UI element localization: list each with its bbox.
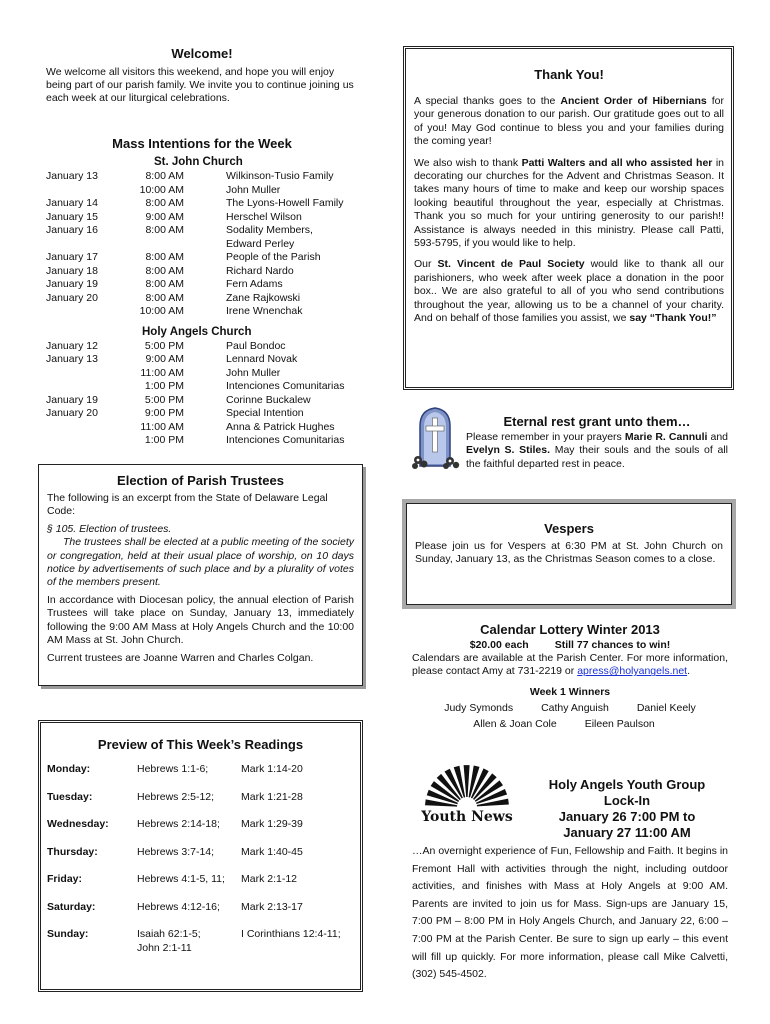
winners-title: Week 1 Winners xyxy=(529,685,611,698)
mass-intention-name: Herschel Wilson xyxy=(226,210,302,223)
mass-time: 11:00 AM xyxy=(140,420,184,433)
mass-intention-name: Paul Bondoc xyxy=(226,339,286,352)
vespers-inner xyxy=(406,503,732,605)
mass-intention-name: Richard Nardo xyxy=(226,264,294,277)
eternal-rest-body: Please remember in your prayers Marie R. Cannuli and Evelyn S. Stiles. May their souls and the souls of all the faithful departed rest in peace. xyxy=(466,431,729,470)
youth-title-line-4: January 27 11:00 AM xyxy=(563,825,691,840)
mass-time xyxy=(124,238,226,252)
mass-intentions-title: Mass Intentions for the Week xyxy=(112,136,292,151)
reading-gospel: Mark 1:40-45 xyxy=(241,845,303,858)
reading-day: Wednesday: xyxy=(47,818,109,830)
mass-intention-name: Intenciones Comunitarias xyxy=(226,380,345,392)
holy-angels-heading: Holy Angels Church xyxy=(142,325,252,338)
reading-first-text: Hebrews 4:1-5, 11; xyxy=(137,873,225,885)
mass-date xyxy=(46,305,124,319)
mass-intention-name: Sodality Members, xyxy=(226,224,313,236)
mass-time: 8:00 AM xyxy=(145,278,184,290)
mass-intention-row xyxy=(46,278,358,292)
mass-intention-row xyxy=(46,238,358,252)
cross-icon xyxy=(410,404,460,470)
reading-first-text-2: John 2:1-11 xyxy=(137,941,192,954)
readings-title: Preview of This Week’s Readings xyxy=(97,737,304,752)
youth-body: …An overnight experience of Fun, Fellowship and Faith. It begins in Fremont Hall with activities through the night, including outdoor activities, and finishes with Mass at Holy Angels at 9:00 AM. Parents are invited to join us for Mass. Sign-ups are January 15, 7:00 PM – 8:00 PM in Holy Angels Church, and January 22, 6:00 – 7:00 PM at the Parish Center. Be sure to sign up early – this event will fill up quickly. For more information, please call Mike Calvetti, (302) 545-4502. xyxy=(412,845,728,981)
mass-intentions-section xyxy=(46,136,358,448)
thank-you-box xyxy=(403,46,734,390)
winners-line-1 xyxy=(412,700,728,716)
vespers-title: Vespers xyxy=(544,521,594,536)
mass-date: January 14 xyxy=(46,197,98,209)
readings-list xyxy=(47,763,354,955)
mass-time: 8:00 AM xyxy=(145,291,184,304)
mass-time: 9:00 AM xyxy=(145,210,184,223)
thank-you-para-3: Our St. Vincent de Paul Society would like to thank all our parishioners, who week after week place a donation in the poor box.. We are also grateful to all of you who send contributions throughout the year, allowing us to be a channel of your charity. And on behalf of those families you assist, we say “Thank You!” xyxy=(414,258,724,325)
sun-ray xyxy=(477,799,509,807)
mass-time: 10:00 AM xyxy=(139,183,184,196)
mass-intention-name: People of the Parish xyxy=(226,251,321,263)
vespers-box xyxy=(402,499,736,609)
youth-title-line-1: Holy Angels Youth Group xyxy=(548,777,706,792)
reading-first xyxy=(137,818,241,832)
lottery-section xyxy=(412,622,728,732)
mass-intention-name: Fern Adams xyxy=(226,278,283,290)
mass-time: 5:00 PM xyxy=(144,339,184,352)
reading-first-text: Hebrews 2:5-12; xyxy=(137,790,215,803)
mass-intention-row xyxy=(46,305,358,319)
mass-date xyxy=(46,367,124,381)
mass-intention-row xyxy=(46,407,358,421)
youth-title-line-2: Lock-In xyxy=(603,793,651,808)
mass-date: January 19 xyxy=(46,393,98,406)
election-box xyxy=(38,464,363,686)
reading-day: Friday: xyxy=(47,873,83,885)
mass-time: 8:00 AM xyxy=(145,170,184,182)
lottery-title: Calendar Lottery Winter 2013 xyxy=(480,622,660,637)
mass-date: January 15 xyxy=(46,210,98,223)
winner-name: Allen & Joan Cole xyxy=(473,717,557,730)
winner-name: Cathy Anguish xyxy=(541,701,609,714)
mass-intention-name: Corinne Buckalew xyxy=(226,393,311,406)
lottery-price: $20.00 each xyxy=(469,639,529,651)
reading-row xyxy=(47,763,354,777)
thank-you-para-2: We also wish to thank Patti Walters and all who assisted her in decorating our churches for the Advent and Christmas Season. It takes many hours of time to make and keep our worship spaces looking beautiful throughout the year, especially at Christmas. Thank you so much for your untiring generosity to our parish!! Assistance is always needed in this ministry. Please call Patti, 593-5795, if you would like to help. xyxy=(414,156,725,250)
mass-intention-row xyxy=(46,292,358,306)
mass-intention-row xyxy=(46,224,358,238)
welcome-title: Welcome! xyxy=(171,46,233,61)
mass-intention-row xyxy=(46,184,358,198)
reading-gospel: Mark 1:21-28 xyxy=(241,790,303,803)
reading-row xyxy=(47,791,354,805)
election-intro: The following is an excerpt from the State of Delaware Legal Code: xyxy=(47,492,328,518)
mass-date: January 13 xyxy=(46,170,98,182)
mass-intention-row xyxy=(46,434,358,448)
thank-you-para-1: A special thanks goes to the Ancient Order of Hibernians for your generous donation to our parish. Our gratitude goes out to all of you! May God continue to bless you and your families during the coming year! xyxy=(414,95,725,148)
mass-time: 5:00 PM xyxy=(144,393,184,406)
mass-date: January 19 xyxy=(46,278,98,290)
youth-news-logo xyxy=(414,763,520,825)
mass-time: 1:00 PM xyxy=(144,434,184,446)
eternal-rest-section xyxy=(466,414,728,471)
mass-intention-name: Irene Wnenchak xyxy=(226,305,303,317)
election-para-2: Current trustees are Joanne Warren and Charles Colgan. xyxy=(47,652,314,665)
reading-first-text: Hebrews 1:1-6; xyxy=(137,763,209,775)
holy-angels-mass-list xyxy=(46,340,358,448)
election-para-1: In accordance with Diocesan policy, the annual election of Parish Trustees will take place on Sunday, January 13, immediately following the 9:00 AM Mass at Holy Angels Church and the 10:00 AM Mass at St. John Church. xyxy=(47,593,354,647)
mass-time: 8:00 AM xyxy=(145,224,184,236)
mass-time: 10:00 AM xyxy=(139,305,184,317)
mass-date xyxy=(46,184,124,198)
thank-you-title: Thank You! xyxy=(534,67,604,82)
lottery-body: Calendars are available at the Parish Center. For more information, please contact Amy at 731-2219 or apress@holyangels.net. xyxy=(412,652,728,678)
mass-intention-name: Anna & Patrick Hughes xyxy=(226,420,335,433)
reading-first-text: Hebrews 3:7-14; xyxy=(137,845,215,858)
mass-date: January 18 xyxy=(46,264,98,277)
mass-time: 8:00 AM xyxy=(145,251,184,263)
winners-line-2 xyxy=(412,716,728,732)
mass-date: January 13 xyxy=(46,353,98,365)
reading-first xyxy=(137,791,241,805)
reading-row xyxy=(47,901,354,915)
mass-intention-row xyxy=(46,211,358,225)
mass-date xyxy=(46,434,124,448)
mass-intention-row xyxy=(46,251,358,265)
reading-first xyxy=(137,901,241,915)
st-john-mass-list xyxy=(46,170,358,319)
election-title: Election of Parish Trustees xyxy=(117,473,284,488)
mass-date: January 20 xyxy=(46,291,98,304)
mass-intention-row xyxy=(46,340,358,354)
mass-intention-row xyxy=(46,394,358,408)
welcome-body: We welcome all visitors this weekend, and hope you will enjoy being part of our parish family. We invite you to continue joining us each week at our liturgical celebrations. xyxy=(46,66,354,105)
reading-gospel: Mark 2:13-17 xyxy=(241,900,303,913)
mass-time: 8:00 AM xyxy=(145,197,184,209)
mass-date: January 17 xyxy=(46,251,98,263)
youth-news-logo-text: Youth News xyxy=(421,809,513,826)
reading-first-text: Hebrews 2:14-18; xyxy=(137,818,220,830)
mass-intention-row xyxy=(46,197,358,211)
mass-time: 9:00 AM xyxy=(145,353,184,365)
readings-box xyxy=(38,720,363,992)
memorial-cross-image xyxy=(410,404,460,470)
mass-date xyxy=(46,421,124,435)
youth-heading xyxy=(524,777,730,841)
mass-intention-row xyxy=(46,170,358,184)
election-code-ref: § 105. Election of trustees. xyxy=(47,522,172,535)
reading-first xyxy=(137,873,241,887)
lottery-chances: Still 77 chances to win! xyxy=(554,639,671,651)
st-john-heading: St. John Church xyxy=(154,156,243,168)
vespers-body: Please join us for Vespers at 6:30 PM at St. John Church on Sunday, January 13, as the Christmas Season comes to a close. xyxy=(415,540,723,566)
reading-first-text: Isaiah 62:1-5; xyxy=(137,928,201,940)
mass-intention-name: Lennard Novak xyxy=(226,353,298,365)
lottery-email-link[interactable]: apress@holyangels.net xyxy=(577,665,688,678)
reading-day: Sunday: xyxy=(47,928,89,940)
sunburst-icon xyxy=(414,763,520,807)
reading-gospel: Mark 1:29-39 xyxy=(241,818,303,830)
mass-date: January 16 xyxy=(46,224,98,236)
mass-intention-row xyxy=(46,421,358,435)
election-code-text: The trustees shall be elected at a public meeting of the society or congregation, held at their usual place of worship, on 10 days notice by advertisements of such place and by a plurality of votes of the members present. xyxy=(47,536,354,589)
youth-title-line-3: January 26 7:00 PM to xyxy=(558,809,696,824)
reading-row xyxy=(47,873,354,887)
reading-first xyxy=(137,928,241,955)
winner-name: Daniel Keely xyxy=(636,701,696,714)
reading-first-text: Hebrews 4:12-16; xyxy=(137,900,220,913)
mass-date xyxy=(46,238,124,252)
winner-name: Judy Symonds xyxy=(444,701,514,714)
reading-gospel: Mark 2:1-12 xyxy=(241,873,298,885)
reading-gospel: Mark 1:14-20 xyxy=(241,763,303,775)
mass-intention-row xyxy=(46,380,358,394)
welcome-section xyxy=(46,46,358,106)
reading-gospel: I Corinthians 12:4-11; xyxy=(241,928,341,940)
mass-intention-row xyxy=(46,353,358,367)
mass-intention-name: Zane Rajkowski xyxy=(226,291,301,304)
mass-intention-name: John Muller xyxy=(226,366,281,379)
mass-date: January 12 xyxy=(46,339,98,352)
reading-first xyxy=(137,763,241,777)
sun-ray xyxy=(464,765,470,797)
mass-intention-name: Edward Perley xyxy=(226,237,295,250)
eternal-rest-title: Eternal rest grant unto them… xyxy=(503,414,691,429)
mass-date xyxy=(46,380,124,394)
reading-row xyxy=(47,928,354,955)
lottery-price-line xyxy=(412,638,728,652)
reading-day: Tuesday: xyxy=(47,790,93,803)
winner-name: Eileen Paulson xyxy=(584,717,655,730)
mass-intention-name: John Muller xyxy=(226,183,281,196)
mass-intention-name: Wilkinson-Tusio Family xyxy=(226,170,334,182)
reading-row xyxy=(47,846,354,860)
reading-day: Thursday: xyxy=(47,845,98,858)
mass-intention-name: Special Intention xyxy=(226,407,304,419)
mass-intention-row xyxy=(46,265,358,279)
mass-intention-name: Intenciones Comunitarias xyxy=(226,434,345,446)
mass-intention-row xyxy=(46,367,358,381)
mass-time: 8:00 AM xyxy=(145,264,184,277)
mass-time: 11:00 AM xyxy=(140,366,184,379)
mass-time: 9:00 PM xyxy=(144,407,184,419)
reading-first xyxy=(137,846,241,860)
mass-date: January 20 xyxy=(46,407,98,419)
mass-intention-name: The Lyons-Howell Family xyxy=(226,197,344,209)
mass-time: 1:00 PM xyxy=(144,380,184,392)
reading-day: Saturday: xyxy=(47,900,96,913)
reading-day: Monday: xyxy=(47,763,91,775)
reading-row xyxy=(47,818,354,832)
